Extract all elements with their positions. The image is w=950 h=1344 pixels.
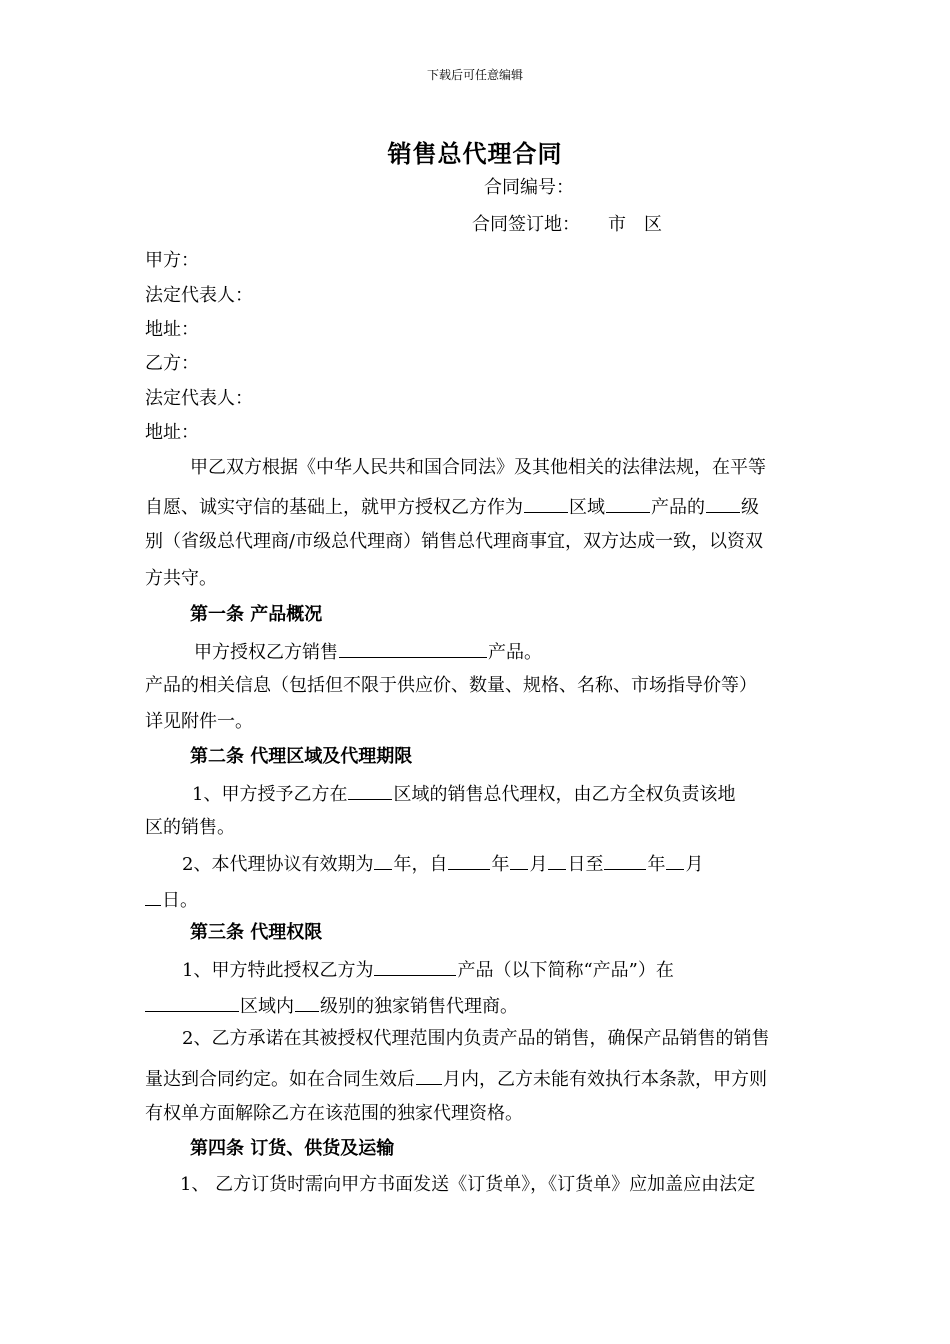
article-3-clause-2-line-3: 有权单方面解除乙方在该范围的独家代理资格。 — [145, 1103, 523, 1124]
signing-place-label: 合同签订地： — [472, 214, 580, 235]
preamble-line-1: 甲乙双方根据《中华人民共和国合同法》及其他相关的法律法规，在平等 — [190, 457, 766, 478]
blank-field — [604, 850, 646, 870]
article-3-clause-2: 2、乙方承诺在其被授权代理范围内负责产品的销售，确保产品销售的销售 — [182, 1028, 770, 1049]
blank-field — [606, 493, 650, 513]
party-a-rep-label: 法定代表人： — [145, 285, 253, 306]
article-3-heading: 第三条 代理权限 — [190, 922, 323, 943]
blank-field — [374, 850, 392, 870]
blank-field — [348, 780, 392, 800]
article-2-clause-2: 2、本代理协议有效期为 年，自 年 月 日至 年 月 — [182, 850, 703, 877]
article-2-clause-1: 1、甲方授予乙方在 区域的销售总代理权，由乙方全权负责该地 — [192, 780, 735, 807]
party-b-rep-label: 法定代表人： — [145, 388, 253, 409]
article-4-heading: 第四条 订货、供货及运输 — [190, 1138, 395, 1159]
blank-field — [295, 992, 319, 1012]
party-a-label: 甲方： — [145, 250, 199, 271]
article-3-clause-2-line-2: 量达到合同约定。如在合同生效后 月内，乙方未能有效执行本条款，甲方则 — [145, 1065, 767, 1092]
signing-place — [472, 213, 662, 237]
contract-number-label: 合同编号： — [484, 177, 574, 198]
blank-field — [374, 956, 456, 976]
party-b-label: 乙方： — [145, 353, 199, 374]
article-1-para-1: 甲方授权乙方销售 产品。 — [194, 638, 542, 665]
blank-field — [145, 992, 239, 1012]
preamble-line-4: 方共守。 — [145, 568, 217, 589]
article-2-heading: 第二条 代理区域及代理期限 — [190, 746, 413, 767]
blank-field — [706, 493, 740, 513]
party-b-address-label: 地址： — [145, 422, 199, 443]
blank-field — [510, 850, 528, 870]
article-2-clause-2-cont: 日。 — [145, 886, 198, 913]
blank-field — [548, 850, 566, 870]
preamble-line-3: 别（省级总代理商/市级总代理商）销售总代理商事宜，双方达成一致，以资双 — [145, 531, 764, 552]
signing-district: 区 — [644, 214, 662, 235]
blank-field — [339, 638, 487, 658]
signing-city: 市 — [608, 214, 626, 235]
document-title: 销售总代理合同 — [387, 139, 563, 168]
preamble-line-2: 自愿、诚实守信的基础上，就甲方授权乙方作为 区域 产品的 级 — [145, 493, 759, 520]
article-3-clause-1: 1、甲方特此授权乙方为 产品（以下简称“产品”）在 — [182, 956, 674, 983]
article-4-clause-1: 1、 乙方订货时需向甲方书面发送《订货单》，《订货单》应加盖应由法定 — [180, 1174, 756, 1195]
article-2-clause-1-cont: 区的销售。 — [145, 817, 235, 838]
article-3-clause-1-cont: 区域内 级别的独家销售代理商。 — [145, 992, 518, 1019]
blank-field — [448, 850, 490, 870]
blank-field — [524, 493, 568, 513]
article-1-para-2: 产品的相关信息（包括但不限于供应价、数量、规格、名称、市场指导价等） — [145, 675, 757, 696]
article-1-heading: 第一条 产品概况 — [190, 604, 323, 625]
blank-field — [145, 886, 161, 906]
party-a-address-label: 地址： — [145, 319, 199, 340]
blank-field — [416, 1065, 442, 1085]
header-note: 下载后可任意编辑 — [426, 68, 523, 82]
blank-field — [666, 850, 684, 870]
article-1-para-3: 详见附件一。 — [145, 711, 253, 732]
